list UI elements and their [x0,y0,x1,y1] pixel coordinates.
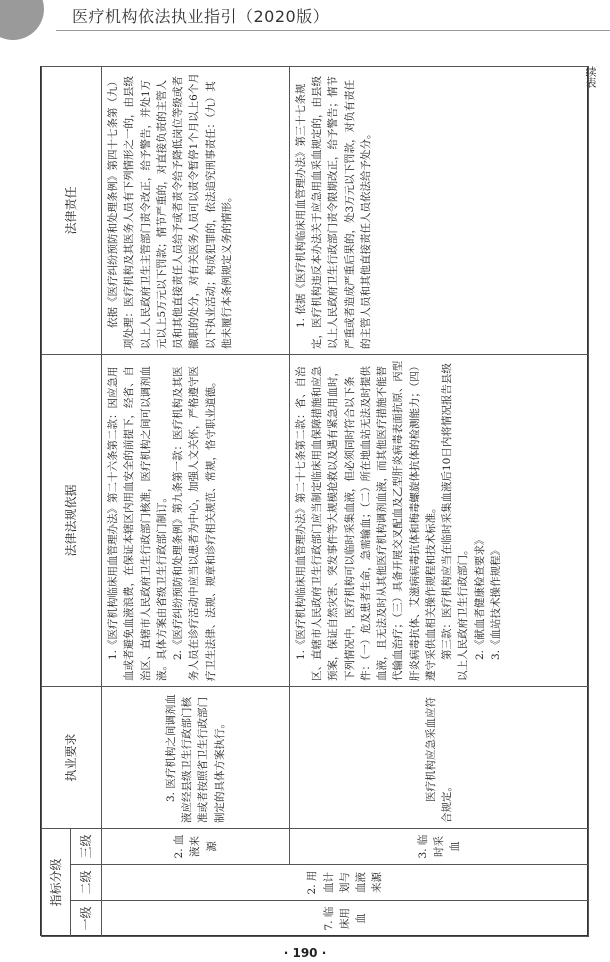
requirement-text: 医疗机构应急采血应符合规定。 [424,697,453,823]
liability-paragraph: 1. 依据《医疗机构临床用血管理办法》第三十七条规定，医疗机构违反本办法关于应急用血采血规定的，由县级以上人民政府卫生行政部门责令限期改正，给予警告；情节严重或者造成严重后果的，处3万元以下罚款，对负有责任的主管人员和其他直接责任人员依法给予处分。 [294,76,372,349]
requirement-text: 3. 医疗机构之间调剂血液应经县级卫生行政部门核准或者按照省卫生行政部门制定的具体方案执行。 [164,694,226,823]
regulation-table [41,66,589,937]
header-level2: 二级 [71,865,102,901]
page-number: · 190 · [283,946,327,960]
header-requirement: 执业要求 [42,687,102,829]
legal-basis-cell [289,355,588,687]
running-header-title: 医疗机构依法执业指引（2020版） [72,7,330,26]
requirement-cell [102,687,290,829]
requirement-cell [289,687,588,829]
basis-paragraph: 2.《医疗纠纷预防和处理条例》第九条第一款：医疗机构及其医务人员在诊疗活动中应当以患者为中心，加强人文关怀，严格遵守医疗卫生法律、法规、规章和诊疗相关规范、常规，恪守职业道德。 [172,366,217,681]
header-legal-basis: 法律法规依据 [42,355,102,687]
level3-cell: 3. 临时采血 [289,829,588,865]
legal-basis-cell [102,355,290,687]
liability-cell [102,67,290,355]
level3-cell: 2. 血液来源 [102,829,290,865]
basis-paragraph: 1.《医疗机构临床用血管理办法》第二十六条第二款：因应急用血或者避免血液浪费，在保证本辖区内用血安全的前提下，经省、自治区、直辖市人民政府卫生行政部门核准，医疗机构之间可以调剂血液。具体方案由省级卫生行政部门制订。 [107,366,168,681]
header-decoration [0,0,44,40]
header-liability: 法律责任 [42,67,102,355]
level2-cell: 2. 用血计划与血液来源 [102,865,589,901]
header-level3: 三级 [71,829,102,865]
header-rule [56,30,610,31]
liability-paragraph: 依据《医疗纠纷预防和处理条例》第四十七条第（九）项处理：医疗机构及其医务人员有下列情形之一的，由县级以上人民政府卫生主管部门责令改正，给予警告，并处1万元以上5万元以下罚款；情节严重的，对直接负责的主管人员和其他直接责任人员给予或者责令给予降低岗位等级或者撤职的处分，对有关医务人员可以责令暂停1个月以上6个月以下执业活动；构成犯罪的，依法追究刑事责任：（九）其他未履行本条例规定义务的情形。 [107,73,233,349]
basis-paragraph: 3.《血站技术操作规程》 [489,544,502,660]
table-row [289,67,588,937]
regulation-table-frame [40,66,588,936]
header-indicator: 指标分级 [42,829,71,937]
table-header-row-1 [42,67,71,937]
basis-paragraph: 1.《医疗机构临床用血管理办法》第二十七条第二款：省、自治区、直辖市人民政府卫生行政部门应当制定临床用血保障措施和应急预案，保证自然灾害、突发事件等大规模抢救以及遇有紧急用血时，下列情况中，医疗机构可以临时采集血液，但必须同时符合以下条件：（一）危及患者生命，急需输血；（二）所在地血站无法及时提供血液，且无法及时从其他医疗机构调剂血液，而其他医疗措施不能替代输血治疗；（三）具备开展交叉配血及乙型肝炎病毒表面抗原、丙型肝炎病毒抗体、艾滋病病毒抗体和梅毒螺旋体抗体的检测能力；（四）遵守采供血相关操作规程和技术标准。 [294,360,437,681]
continued-label: 续表 [584,66,597,88]
basis-paragraph: 第三款：医疗机构应当在临时采集血液后10日内将情况报告县级以上人民政府卫生行政部门。 [441,363,470,681]
table-row [102,67,290,937]
basis-paragraph: 2.《献血者健康检查要求》 [473,534,486,660]
header-level1: 一级 [71,901,102,937]
rotated-table [41,67,589,937]
liability-cell [289,67,588,355]
level1-cell: 7. 临床用血 [102,901,589,937]
